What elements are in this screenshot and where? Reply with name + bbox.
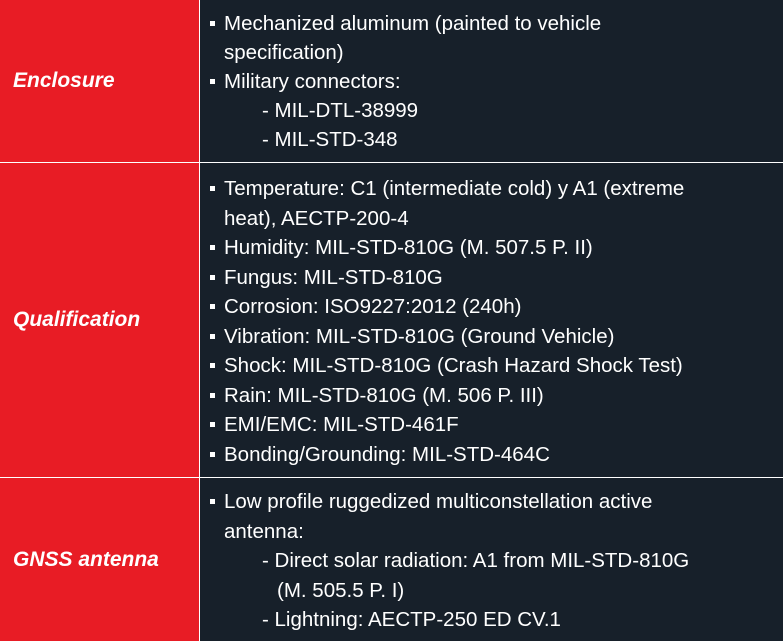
list-item [210,487,783,517]
spec-row-qualification [0,163,783,477]
row-label-text: GNSS antenna [13,547,159,571]
list-item [210,322,783,352]
list-item [210,351,783,381]
list-item-text: Shock: MIL-STD-810G (Crash Hazard Shock Test) [224,354,683,377]
row-label [0,478,199,641]
list-item-text: Bonding/Grounding: MIL-STD-464C [224,442,550,466]
sub-list-item-text: (M. 505.5 P. I) [277,578,405,602]
row-label [0,0,199,162]
list-item [210,233,783,263]
bullet-icon [210,186,215,191]
list-item-text: heat), AECTP-200-4 [224,206,409,230]
sub-list-item-text: - Lightning: AECTP-250 ED CV.1 [262,608,561,631]
bullet-icon [210,304,215,309]
list-item-text: specification) [224,41,344,64]
list-item-text: Military connectors: [224,70,401,93]
list-item-text: Mechanized aluminum (painted to vehicle [224,12,602,35]
sub-list-item [210,546,783,576]
bullet-icon [210,393,215,398]
sub-list-item [210,605,783,635]
row-content [200,0,783,162]
bullet-icon [210,79,215,84]
list-item [210,440,783,470]
list-item [210,381,783,411]
list-item [210,174,783,204]
spec-row-enclosure [0,0,783,162]
bullet-icon [210,245,215,250]
list-item-continuation [210,517,783,547]
bullet-icon [210,334,215,339]
spec-row-gnss-antenna [0,478,783,641]
list-item-text: Rain: MIL-STD-810G (M. 506 P. III) [224,383,544,407]
sub-list-item-continuation [210,576,783,606]
bullet-icon [210,452,215,457]
list-item-text: Low profile ruggedized multiconstellation active [224,490,653,513]
row-label-text: Enclosure [13,69,115,92]
list-item-text: Temperature: C1 (intermediate cold) y A1 (extreme [224,177,685,200]
sub-list-item [210,125,783,154]
row-content [200,478,783,641]
bullet-icon [210,499,215,504]
list-item [210,410,783,440]
bullet-icon [210,422,215,427]
list-item-text: Corrosion: ISO9227:2012 (240h) [224,295,522,318]
list-item-text: Fungus: MIL-STD-810G [224,265,443,289]
list-item-text: EMI/EMC: MIL-STD-461F [224,413,459,436]
bullet-icon [210,275,215,280]
sub-list-item [210,96,783,125]
list-item-continuation [210,204,783,234]
bullet-icon [210,21,215,26]
row-label-text: Qualification [13,308,141,331]
list-item [210,67,783,96]
row-label [0,163,199,477]
bullet-icon [210,363,215,368]
sub-list-item-text: - MIL-STD-348 [262,128,398,151]
list-item-text: antenna: [224,519,304,543]
list-item [210,263,783,293]
list-item [210,9,783,38]
list-item-text: Humidity: MIL-STD-810G (M. 507.5 P. II) [224,236,593,259]
sub-list-item-text: - MIL-DTL-38999 [262,99,419,122]
sub-list-item-text: - Direct solar radiation: A1 from MIL-STD-810G [262,549,690,572]
row-content [200,163,783,477]
list-item [210,292,783,322]
list-item-continuation [210,38,783,67]
list-item-text: Vibration: MIL-STD-810G (Ground Vehicle) [224,324,615,348]
